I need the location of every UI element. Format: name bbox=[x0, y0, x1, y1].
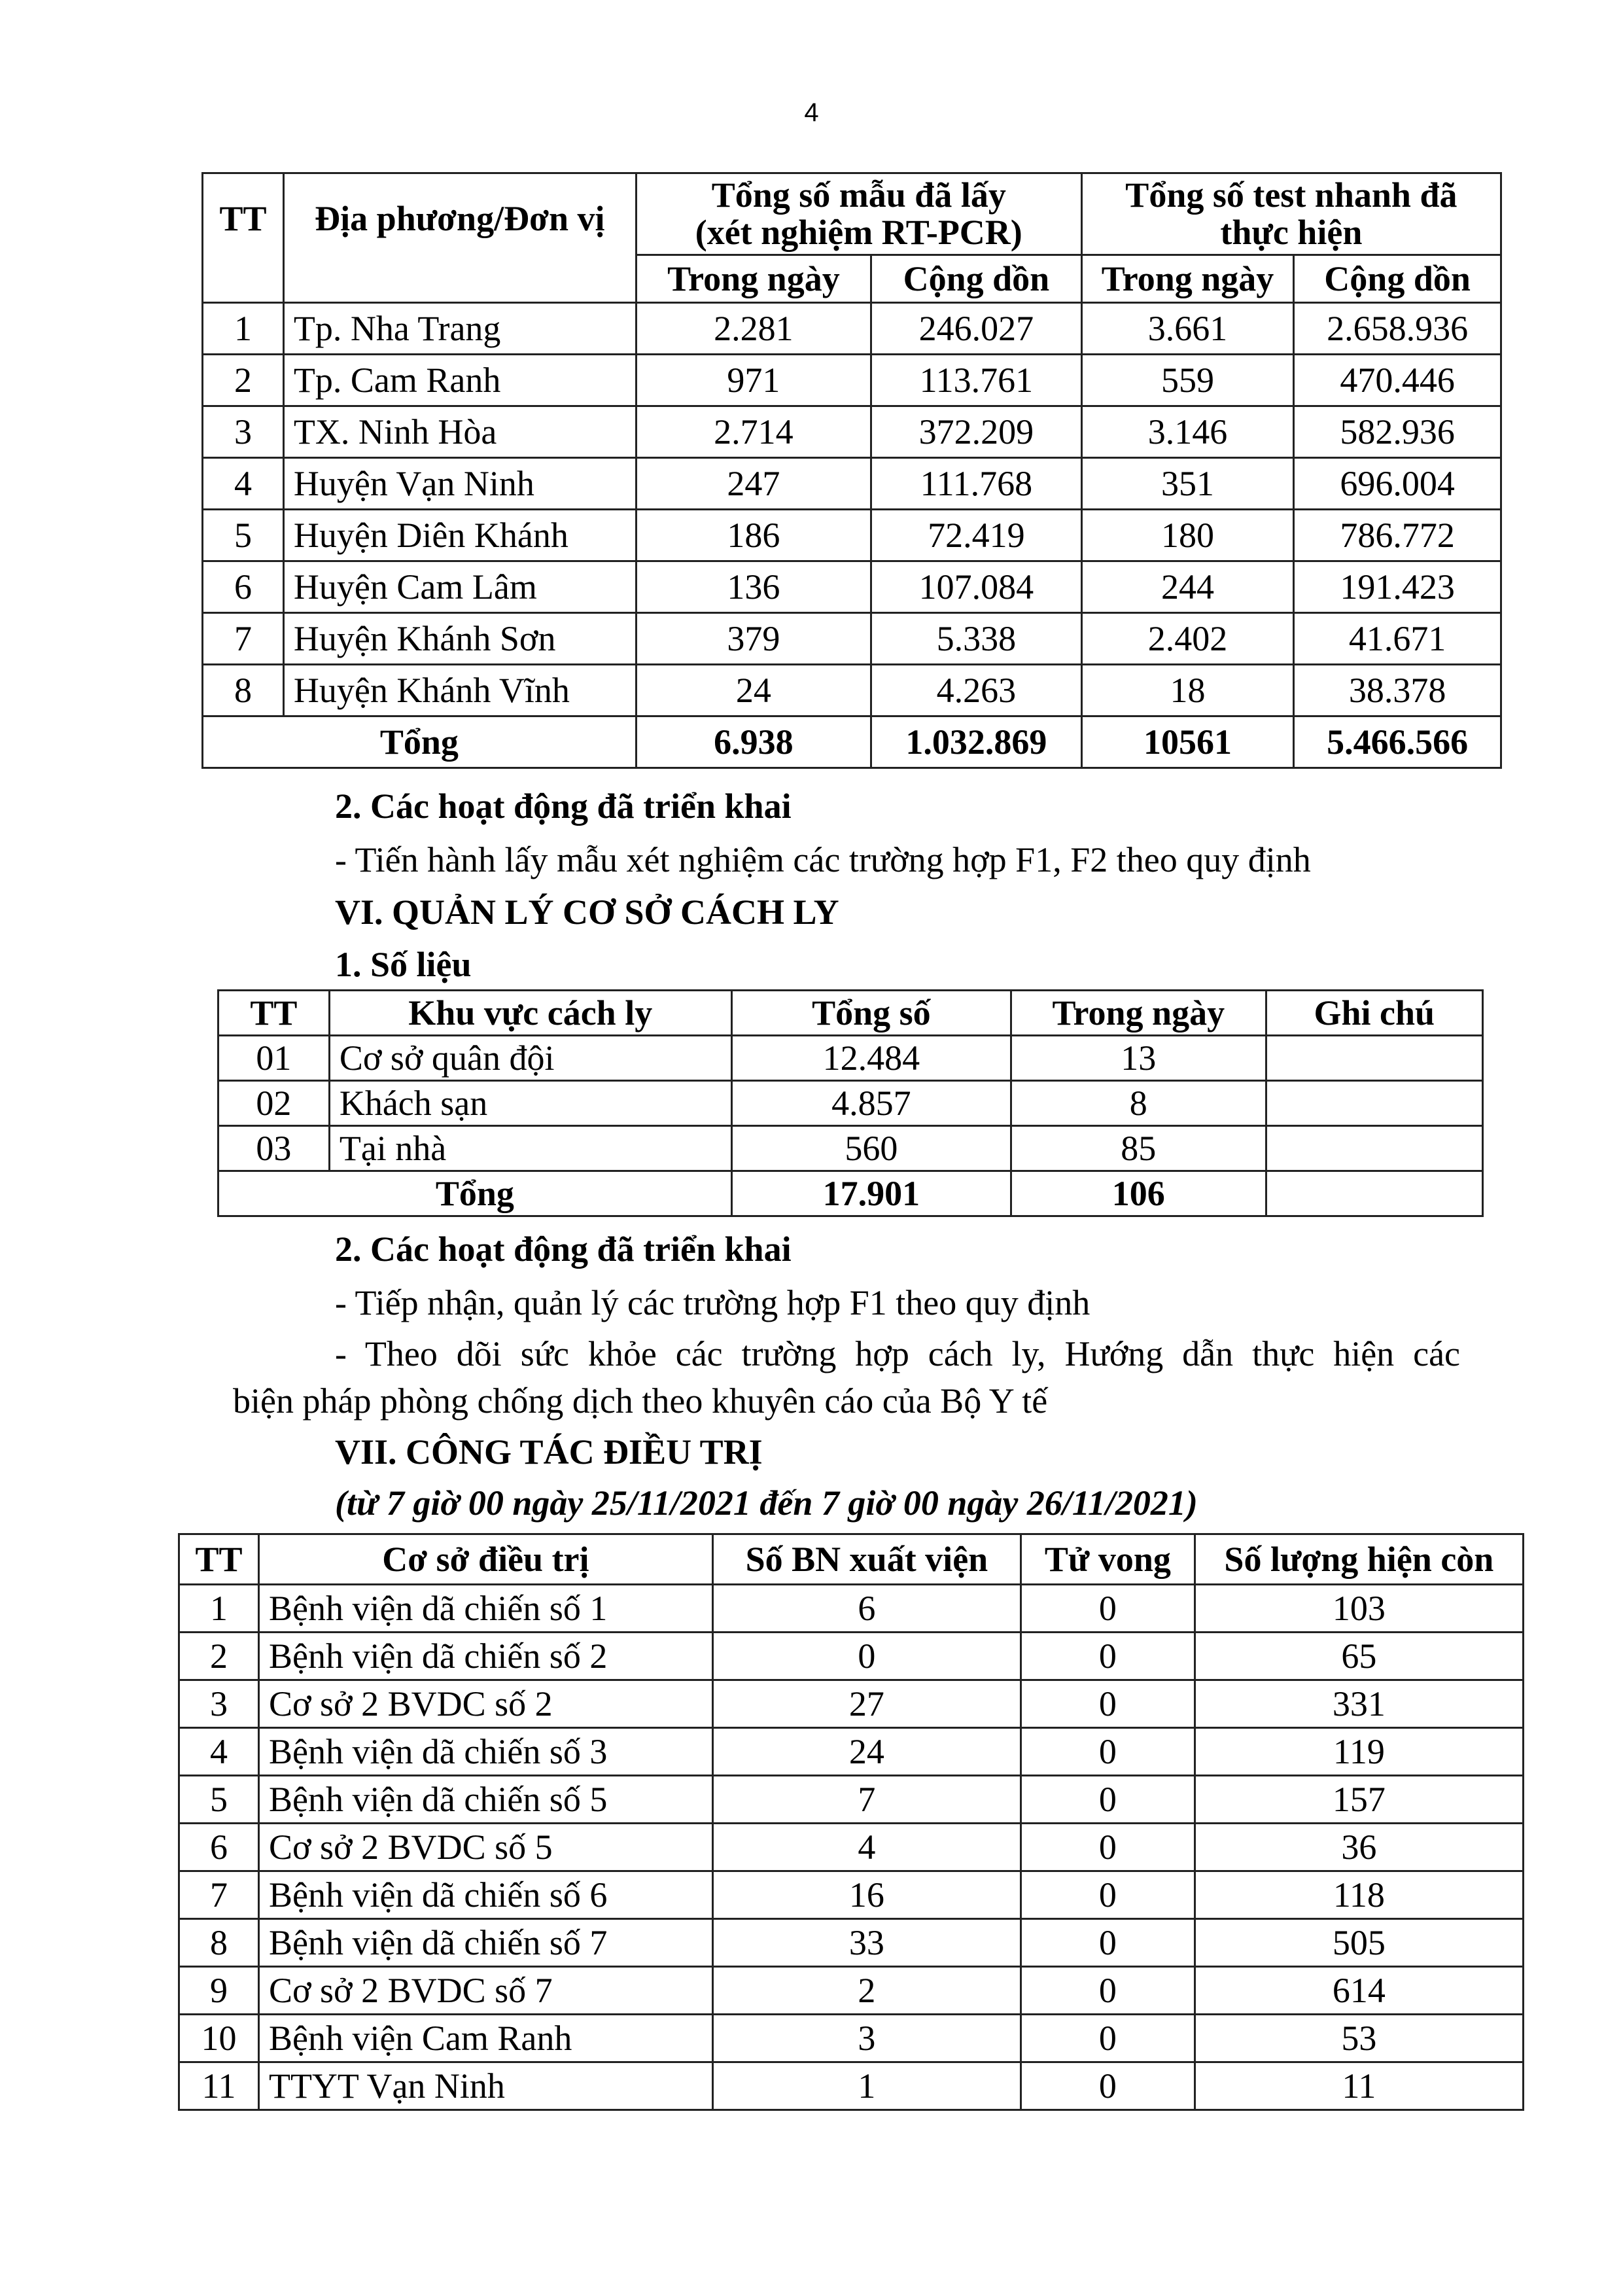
section7-period: (từ 7 giờ 00 ngày 25/11/2021 đến 7 giờ 00 ngày 26/11/2021) bbox=[335, 1483, 1198, 1523]
row-number: 2 bbox=[203, 355, 284, 406]
total-value: 560 bbox=[731, 1126, 1011, 1171]
pcr-cumulative-value: 246.027 bbox=[871, 303, 1082, 355]
discharged-value: 24 bbox=[712, 1728, 1021, 1776]
testing-total-row bbox=[203, 716, 1501, 768]
facility-name: Bệnh viện dã chiến số 3 bbox=[258, 1728, 712, 1776]
table-row bbox=[203, 355, 1501, 406]
row-number: 4 bbox=[203, 458, 284, 510]
table-row bbox=[179, 1919, 1524, 1967]
quarantine-total-row bbox=[218, 1171, 1483, 1216]
table-row bbox=[203, 406, 1501, 458]
remaining-value: 119 bbox=[1195, 1728, 1523, 1776]
note-value bbox=[1266, 1126, 1482, 1171]
table-row bbox=[179, 1633, 1524, 1680]
table-row bbox=[203, 510, 1501, 561]
unit-name: Huyện Vạn Ninh bbox=[283, 458, 636, 510]
row-number: 7 bbox=[179, 1871, 259, 1919]
pcr-cumulative-value: 111.768 bbox=[871, 458, 1082, 510]
pcr-day-value: 24 bbox=[636, 665, 871, 716]
row-number: 7 bbox=[203, 613, 284, 665]
rapid-day-value: 180 bbox=[1081, 510, 1293, 561]
header-day: Trong ngày bbox=[1011, 991, 1266, 1036]
unit-name: Huyện Cam Lâm bbox=[283, 561, 636, 613]
table-row bbox=[218, 1036, 1483, 1081]
rapid-day-value: 244 bbox=[1081, 561, 1293, 613]
table-row bbox=[218, 1081, 1483, 1126]
deaths-value: 0 bbox=[1021, 1824, 1195, 1871]
header-discharged: Số BN xuất viện bbox=[712, 1534, 1021, 1585]
remaining-value: 103 bbox=[1195, 1585, 1523, 1633]
area-name: Tại nhà bbox=[329, 1126, 731, 1171]
total-rapid-day: 10561 bbox=[1081, 716, 1293, 768]
day-value: 85 bbox=[1011, 1126, 1266, 1171]
table-row bbox=[179, 1585, 1524, 1633]
deaths-value: 0 bbox=[1021, 1633, 1195, 1680]
total-pcr-day: 6.938 bbox=[636, 716, 871, 768]
total-rapid-cum: 5.466.566 bbox=[1294, 716, 1501, 768]
discharged-value: 6 bbox=[712, 1585, 1021, 1633]
unit-name: Tp. Nha Trang bbox=[283, 303, 636, 355]
header-pcr-group bbox=[636, 173, 1081, 255]
table-row bbox=[179, 2062, 1524, 2110]
facility-name: Cơ sở 2 BVDC số 5 bbox=[258, 1824, 712, 1871]
quarantine-table-body bbox=[218, 1036, 1483, 1171]
row-number: 10 bbox=[179, 2015, 259, 2062]
deaths-value: 0 bbox=[1021, 1919, 1195, 1967]
section5-activity-item: - Tiến hành lấy mẫu xét nghiệm các trường hợp F1, F2 theo quy định bbox=[335, 840, 1311, 879]
discharged-value: 7 bbox=[712, 1776, 1021, 1824]
header-facility: Cơ sở điều trị bbox=[258, 1534, 712, 1585]
deaths-value: 0 bbox=[1021, 2062, 1195, 2110]
table-row bbox=[218, 1126, 1483, 1171]
header-rapid-line1: Tổng số test nhanh đã bbox=[1125, 175, 1457, 215]
section6-heading: VI. QUẢN LÝ CƠ SỞ CÁCH LY bbox=[335, 892, 839, 932]
table-row bbox=[203, 458, 1501, 510]
table-row bbox=[179, 1728, 1524, 1776]
table-row bbox=[203, 561, 1501, 613]
discharged-value: 33 bbox=[712, 1919, 1021, 1967]
rapid-cumulative-value: 582.936 bbox=[1294, 406, 1501, 458]
facility-name: Cơ sở 2 BVDC số 2 bbox=[258, 1680, 712, 1728]
total-count: 17.901 bbox=[731, 1171, 1011, 1216]
header-rapid-line2: thực hiện bbox=[1220, 213, 1363, 252]
remaining-value: 65 bbox=[1195, 1633, 1523, 1680]
day-value: 8 bbox=[1011, 1081, 1266, 1126]
pcr-cumulative-value: 113.761 bbox=[871, 355, 1082, 406]
discharged-value: 4 bbox=[712, 1824, 1021, 1871]
remaining-value: 118 bbox=[1195, 1871, 1523, 1919]
table-row bbox=[179, 2015, 1524, 2062]
facility-name: Bệnh viện dã chiến số 6 bbox=[258, 1871, 712, 1919]
header-rapid-cum: Cộng dồn bbox=[1294, 255, 1501, 303]
pcr-cumulative-value: 107.084 bbox=[871, 561, 1082, 613]
pcr-cumulative-value: 5.338 bbox=[871, 613, 1082, 665]
section6-activity-continuation: biện pháp phòng chống dịch theo khuyên cáo của Bộ Y tế bbox=[233, 1381, 1048, 1421]
note-value bbox=[1266, 1036, 1482, 1081]
discharged-value: 16 bbox=[712, 1871, 1021, 1919]
rapid-cumulative-value: 2.658.936 bbox=[1294, 303, 1501, 355]
table-row bbox=[179, 1824, 1524, 1871]
header-unit: Địa phương/Đơn vị bbox=[283, 173, 636, 303]
header-remaining: Số lượng hiện còn bbox=[1195, 1534, 1523, 1585]
row-number: 2 bbox=[179, 1633, 259, 1680]
treatment-table bbox=[178, 1533, 1524, 2111]
pcr-day-value: 2.714 bbox=[636, 406, 871, 458]
header-rapid-day: Trong ngày bbox=[1081, 255, 1293, 303]
section6-subheading: 1. Số liệu bbox=[335, 945, 472, 984]
header-pcr-cum: Cộng dồn bbox=[871, 255, 1082, 303]
rapid-cumulative-value: 41.671 bbox=[1294, 613, 1501, 665]
table-row bbox=[179, 1967, 1524, 2015]
day-value: 13 bbox=[1011, 1036, 1266, 1081]
pcr-cumulative-value: 72.419 bbox=[871, 510, 1082, 561]
remaining-value: 53 bbox=[1195, 2015, 1523, 2062]
facility-name: Cơ sở 2 BVDC số 7 bbox=[258, 1967, 712, 2015]
remaining-value: 614 bbox=[1195, 1967, 1523, 2015]
unit-name: Huyện Khánh Sơn bbox=[283, 613, 636, 665]
section6-activities-heading: 2. Các hoạt động đã triển khai bbox=[335, 1229, 792, 1269]
quarantine-table bbox=[217, 989, 1484, 1217]
discharged-value: 2 bbox=[712, 1967, 1021, 2015]
facility-name: Bệnh viện Cam Ranh bbox=[258, 2015, 712, 2062]
row-number: 8 bbox=[203, 665, 284, 716]
facility-name: Bệnh viện dã chiến số 1 bbox=[258, 1585, 712, 1633]
rapid-cumulative-value: 470.446 bbox=[1294, 355, 1501, 406]
rapid-day-value: 3.146 bbox=[1081, 406, 1293, 458]
header-rapid-group bbox=[1081, 173, 1501, 255]
remaining-value: 157 bbox=[1195, 1776, 1523, 1824]
table-row bbox=[179, 1871, 1524, 1919]
row-number: 1 bbox=[179, 1585, 259, 1633]
section5-activities-heading: 2. Các hoạt động đã triển khai bbox=[335, 786, 792, 826]
pcr-day-value: 971 bbox=[636, 355, 871, 406]
header-total: Tổng số bbox=[731, 991, 1011, 1036]
treatment-table-body bbox=[179, 1585, 1524, 2110]
pcr-day-value: 379 bbox=[636, 613, 871, 665]
section6-activity-item: - Tiếp nhận, quản lý các trường hợp F1 theo quy định bbox=[335, 1283, 1091, 1322]
table-row bbox=[179, 1776, 1524, 1824]
rapid-day-value: 3.661 bbox=[1081, 303, 1293, 355]
facility-name: Bệnh viện dã chiến số 7 bbox=[258, 1919, 712, 1967]
deaths-value: 0 bbox=[1021, 1680, 1195, 1728]
header-pcr-day: Trong ngày bbox=[636, 255, 871, 303]
rapid-day-value: 351 bbox=[1081, 458, 1293, 510]
total-value: 12.484 bbox=[731, 1036, 1011, 1081]
rapid-cumulative-value: 696.004 bbox=[1294, 458, 1501, 510]
testing-table-body bbox=[203, 303, 1501, 716]
unit-name: Tp. Cam Ranh bbox=[283, 355, 636, 406]
testing-table bbox=[201, 172, 1502, 769]
pcr-cumulative-value: 372.209 bbox=[871, 406, 1082, 458]
deaths-value: 0 bbox=[1021, 1728, 1195, 1776]
row-number: 6 bbox=[203, 561, 284, 613]
header-area: Khu vực cách ly bbox=[329, 991, 731, 1036]
pcr-day-value: 136 bbox=[636, 561, 871, 613]
row-number: 5 bbox=[179, 1776, 259, 1824]
section6-activity-item: - Theo dõi sức khỏe các trường hợp cách ly, Hướng dẫn thực hiện các bbox=[335, 1334, 1460, 1373]
total-label: Tổng bbox=[203, 716, 637, 768]
total-pcr-cum: 1.032.869 bbox=[871, 716, 1082, 768]
area-name: Khách sạn bbox=[329, 1081, 731, 1126]
remaining-value: 11 bbox=[1195, 2062, 1523, 2110]
rapid-cumulative-value: 786.772 bbox=[1294, 510, 1501, 561]
deaths-value: 0 bbox=[1021, 2015, 1195, 2062]
rapid-cumulative-value: 38.378 bbox=[1294, 665, 1501, 716]
header-tt: TT bbox=[203, 173, 284, 303]
note-value bbox=[1266, 1081, 1482, 1126]
discharged-value: 3 bbox=[712, 2015, 1021, 2062]
table-row bbox=[203, 303, 1501, 355]
total-value: 4.857 bbox=[731, 1081, 1011, 1126]
table-row bbox=[203, 665, 1501, 716]
deaths-value: 0 bbox=[1021, 1871, 1195, 1919]
discharged-value: 0 bbox=[712, 1633, 1021, 1680]
row-number: 6 bbox=[179, 1824, 259, 1871]
remaining-value: 505 bbox=[1195, 1919, 1523, 1967]
deaths-value: 0 bbox=[1021, 1776, 1195, 1824]
row-number: 3 bbox=[179, 1680, 259, 1728]
row-number: 5 bbox=[203, 510, 284, 561]
header-deaths: Tử vong bbox=[1021, 1534, 1195, 1585]
rapid-day-value: 559 bbox=[1081, 355, 1293, 406]
pcr-day-value: 186 bbox=[636, 510, 871, 561]
header-tt: TT bbox=[218, 991, 330, 1036]
unit-name: Huyện Diên Khánh bbox=[283, 510, 636, 561]
discharged-value: 1 bbox=[712, 2062, 1021, 2110]
rapid-cumulative-value: 191.423 bbox=[1294, 561, 1501, 613]
table-row bbox=[179, 1680, 1524, 1728]
header-pcr-line1: Tổng số mẫu đã lấy bbox=[711, 175, 1006, 215]
unit-name: TX. Ninh Hòa bbox=[283, 406, 636, 458]
header-tt: TT bbox=[179, 1534, 259, 1585]
total-note bbox=[1266, 1171, 1482, 1216]
pcr-day-value: 247 bbox=[636, 458, 871, 510]
row-number: 8 bbox=[179, 1919, 259, 1967]
remaining-value: 331 bbox=[1195, 1680, 1523, 1728]
rapid-day-value: 2.402 bbox=[1081, 613, 1293, 665]
row-number: 3 bbox=[203, 406, 284, 458]
total-day: 106 bbox=[1011, 1171, 1266, 1216]
row-number: 4 bbox=[179, 1728, 259, 1776]
remaining-value: 36 bbox=[1195, 1824, 1523, 1871]
pcr-cumulative-value: 4.263 bbox=[871, 665, 1082, 716]
row-number: 02 bbox=[218, 1081, 330, 1126]
facility-name: Bệnh viện dã chiến số 5 bbox=[258, 1776, 712, 1824]
facility-name: TTYT Vạn Ninh bbox=[258, 2062, 712, 2110]
row-number: 11 bbox=[179, 2062, 259, 2110]
row-number: 03 bbox=[218, 1126, 330, 1171]
table-row bbox=[203, 613, 1501, 665]
header-pcr-line2: (xét nghiệm RT-PCR) bbox=[695, 213, 1022, 252]
deaths-value: 0 bbox=[1021, 1585, 1195, 1633]
total-label: Tổng bbox=[218, 1171, 732, 1216]
row-number: 1 bbox=[203, 303, 284, 355]
row-number: 01 bbox=[218, 1036, 330, 1081]
pcr-day-value: 2.281 bbox=[636, 303, 871, 355]
rapid-day-value: 18 bbox=[1081, 665, 1293, 716]
header-note: Ghi chú bbox=[1266, 991, 1482, 1036]
deaths-value: 0 bbox=[1021, 1967, 1195, 2015]
unit-name: Huyện Khánh Vĩnh bbox=[283, 665, 636, 716]
area-name: Cơ sở quân đội bbox=[329, 1036, 731, 1081]
discharged-value: 27 bbox=[712, 1680, 1021, 1728]
row-number: 9 bbox=[179, 1967, 259, 2015]
page-number: 4 bbox=[804, 98, 819, 127]
facility-name: Bệnh viện dã chiến số 2 bbox=[258, 1633, 712, 1680]
section7-heading: VII. CÔNG TÁC ĐIỀU TRỊ bbox=[335, 1432, 763, 1472]
